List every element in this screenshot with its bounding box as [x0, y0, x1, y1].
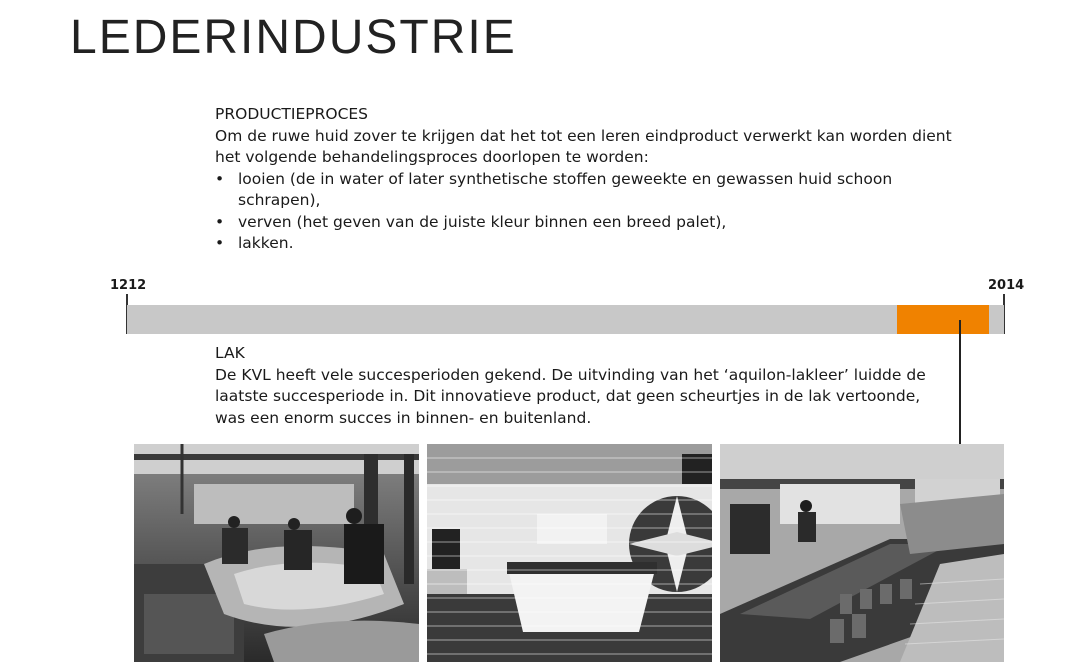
- production-heading: PRODUCTIEPROCES: [215, 105, 369, 123]
- timeline-bar: [127, 305, 1004, 334]
- lacquer-factory-photo[interactable]: [720, 444, 1004, 662]
- page-title: LEDERINDUSTRIE: [70, 11, 517, 64]
- tannery-workers-photo[interactable]: [134, 444, 419, 662]
- list-item: • verven (het geven van de juiste kleur binnen een breed palet),: [215, 212, 955, 234]
- list-item: • looien (de in water of later synthetische stoffen geweekte en gewassen huid schoon schrapen),: [215, 169, 955, 212]
- exhibition-stand-photo[interactable]: [427, 444, 712, 662]
- lak-section: [215, 343, 955, 429]
- production-intro: Om de ruwe huid zover te krijgen dat het tot een leren eindproduct verwerkt kan worden dient het volgende behandelingsproces doorlopen te worden:: [215, 126, 952, 166]
- timeline-highlight[interactable]: [897, 305, 989, 334]
- timeline-end-year: 2014: [988, 278, 1025, 293]
- lak-text: De KVL heeft vele succesperioden gekend. De uitvinding van het ‘aquilon-lakleer’ luidde de laatste succesperiode in. Dit innovatieve product, dat geen scheurtjes in de lak vertoonde, was een enorm succes in binnen- en buitenland.: [215, 365, 926, 427]
- lak-heading: LAK: [215, 344, 245, 362]
- list-item: • lakken.: [215, 233, 955, 255]
- production-section: [215, 104, 955, 255]
- timeline-start-year: 1212: [110, 278, 147, 293]
- production-steps: [215, 169, 955, 255]
